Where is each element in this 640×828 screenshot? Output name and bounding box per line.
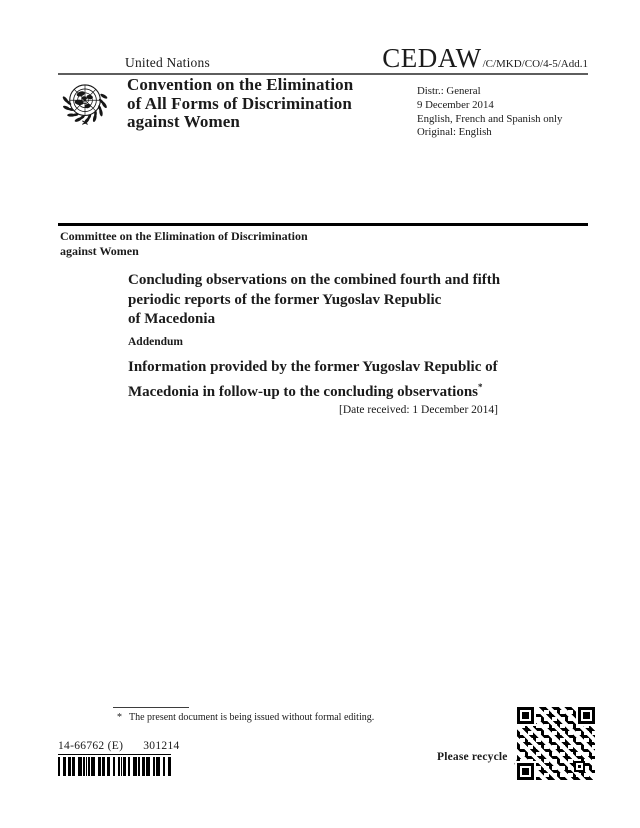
recycle-label: Please recycle: [437, 751, 508, 763]
footnote-separator: [113, 707, 189, 708]
barcode-bars: [58, 757, 171, 776]
languages-line: English, French and Spanish only: [417, 112, 563, 125]
footnote-text: The present document is being issued without formal editing.: [129, 712, 375, 723]
un-emblem-icon: [56, 78, 114, 133]
date-line: 9 December 2014: [417, 98, 494, 111]
qr-finder-icon: [517, 763, 534, 780]
distribution-block: [417, 85, 562, 140]
footnote-marker: *: [117, 712, 122, 723]
job-number: 14-66762 (E): [58, 740, 124, 752]
doc-symbol-suffix: /C/MKD/CO/4-5/Add.1: [482, 58, 588, 70]
footnote: [117, 712, 374, 723]
addendum-label: Addendum: [128, 336, 183, 348]
convention-title-line: against Women: [127, 112, 240, 132]
date-received: [Date received: 1 December 2014]: [338, 404, 498, 416]
date-code: 301214: [143, 740, 180, 752]
original-language-line: Original: English: [417, 126, 492, 139]
document-number: [58, 740, 180, 752]
committee-name: [60, 229, 308, 258]
doc-symbol: [382, 43, 588, 74]
document-title-line: Concluding observations on the combined fourth and fifth: [128, 272, 501, 288]
barcode-topline: [58, 754, 171, 755]
org-name: United Nations: [125, 55, 210, 70]
section-rule: [58, 223, 588, 226]
qr-finder-icon: [517, 707, 534, 724]
document-title-line: periodic reports of the former Yugoslav Republic: [128, 291, 442, 308]
convention-title: [127, 76, 353, 132]
document-subtitle: [128, 358, 498, 402]
committee-line: against Women: [60, 243, 139, 258]
committee-line: Committee on the Elimination of Discrimination: [60, 229, 308, 243]
convention-title-line: Convention on the Elimination: [127, 75, 354, 94]
distr-line: Distr.: General: [417, 85, 481, 97]
document-subtitle-line: Information provided by the former Yugoslav Republic of: [128, 359, 498, 375]
convention-title-line: of All Forms of Discrimination: [127, 93, 352, 113]
footnote-reference: *: [478, 381, 483, 392]
doc-symbol-main: CEDAW: [382, 43, 482, 73]
barcode: [58, 754, 171, 776]
document-title: [128, 271, 500, 330]
document-subtitle-line: Macedonia in follow-up to the concluding observations*: [128, 381, 483, 400]
qr-code: [517, 707, 595, 780]
qr-alignment-icon: [574, 761, 585, 772]
document-title-line: of Macedonia: [128, 311, 216, 327]
qr-finder-icon: [578, 707, 595, 724]
